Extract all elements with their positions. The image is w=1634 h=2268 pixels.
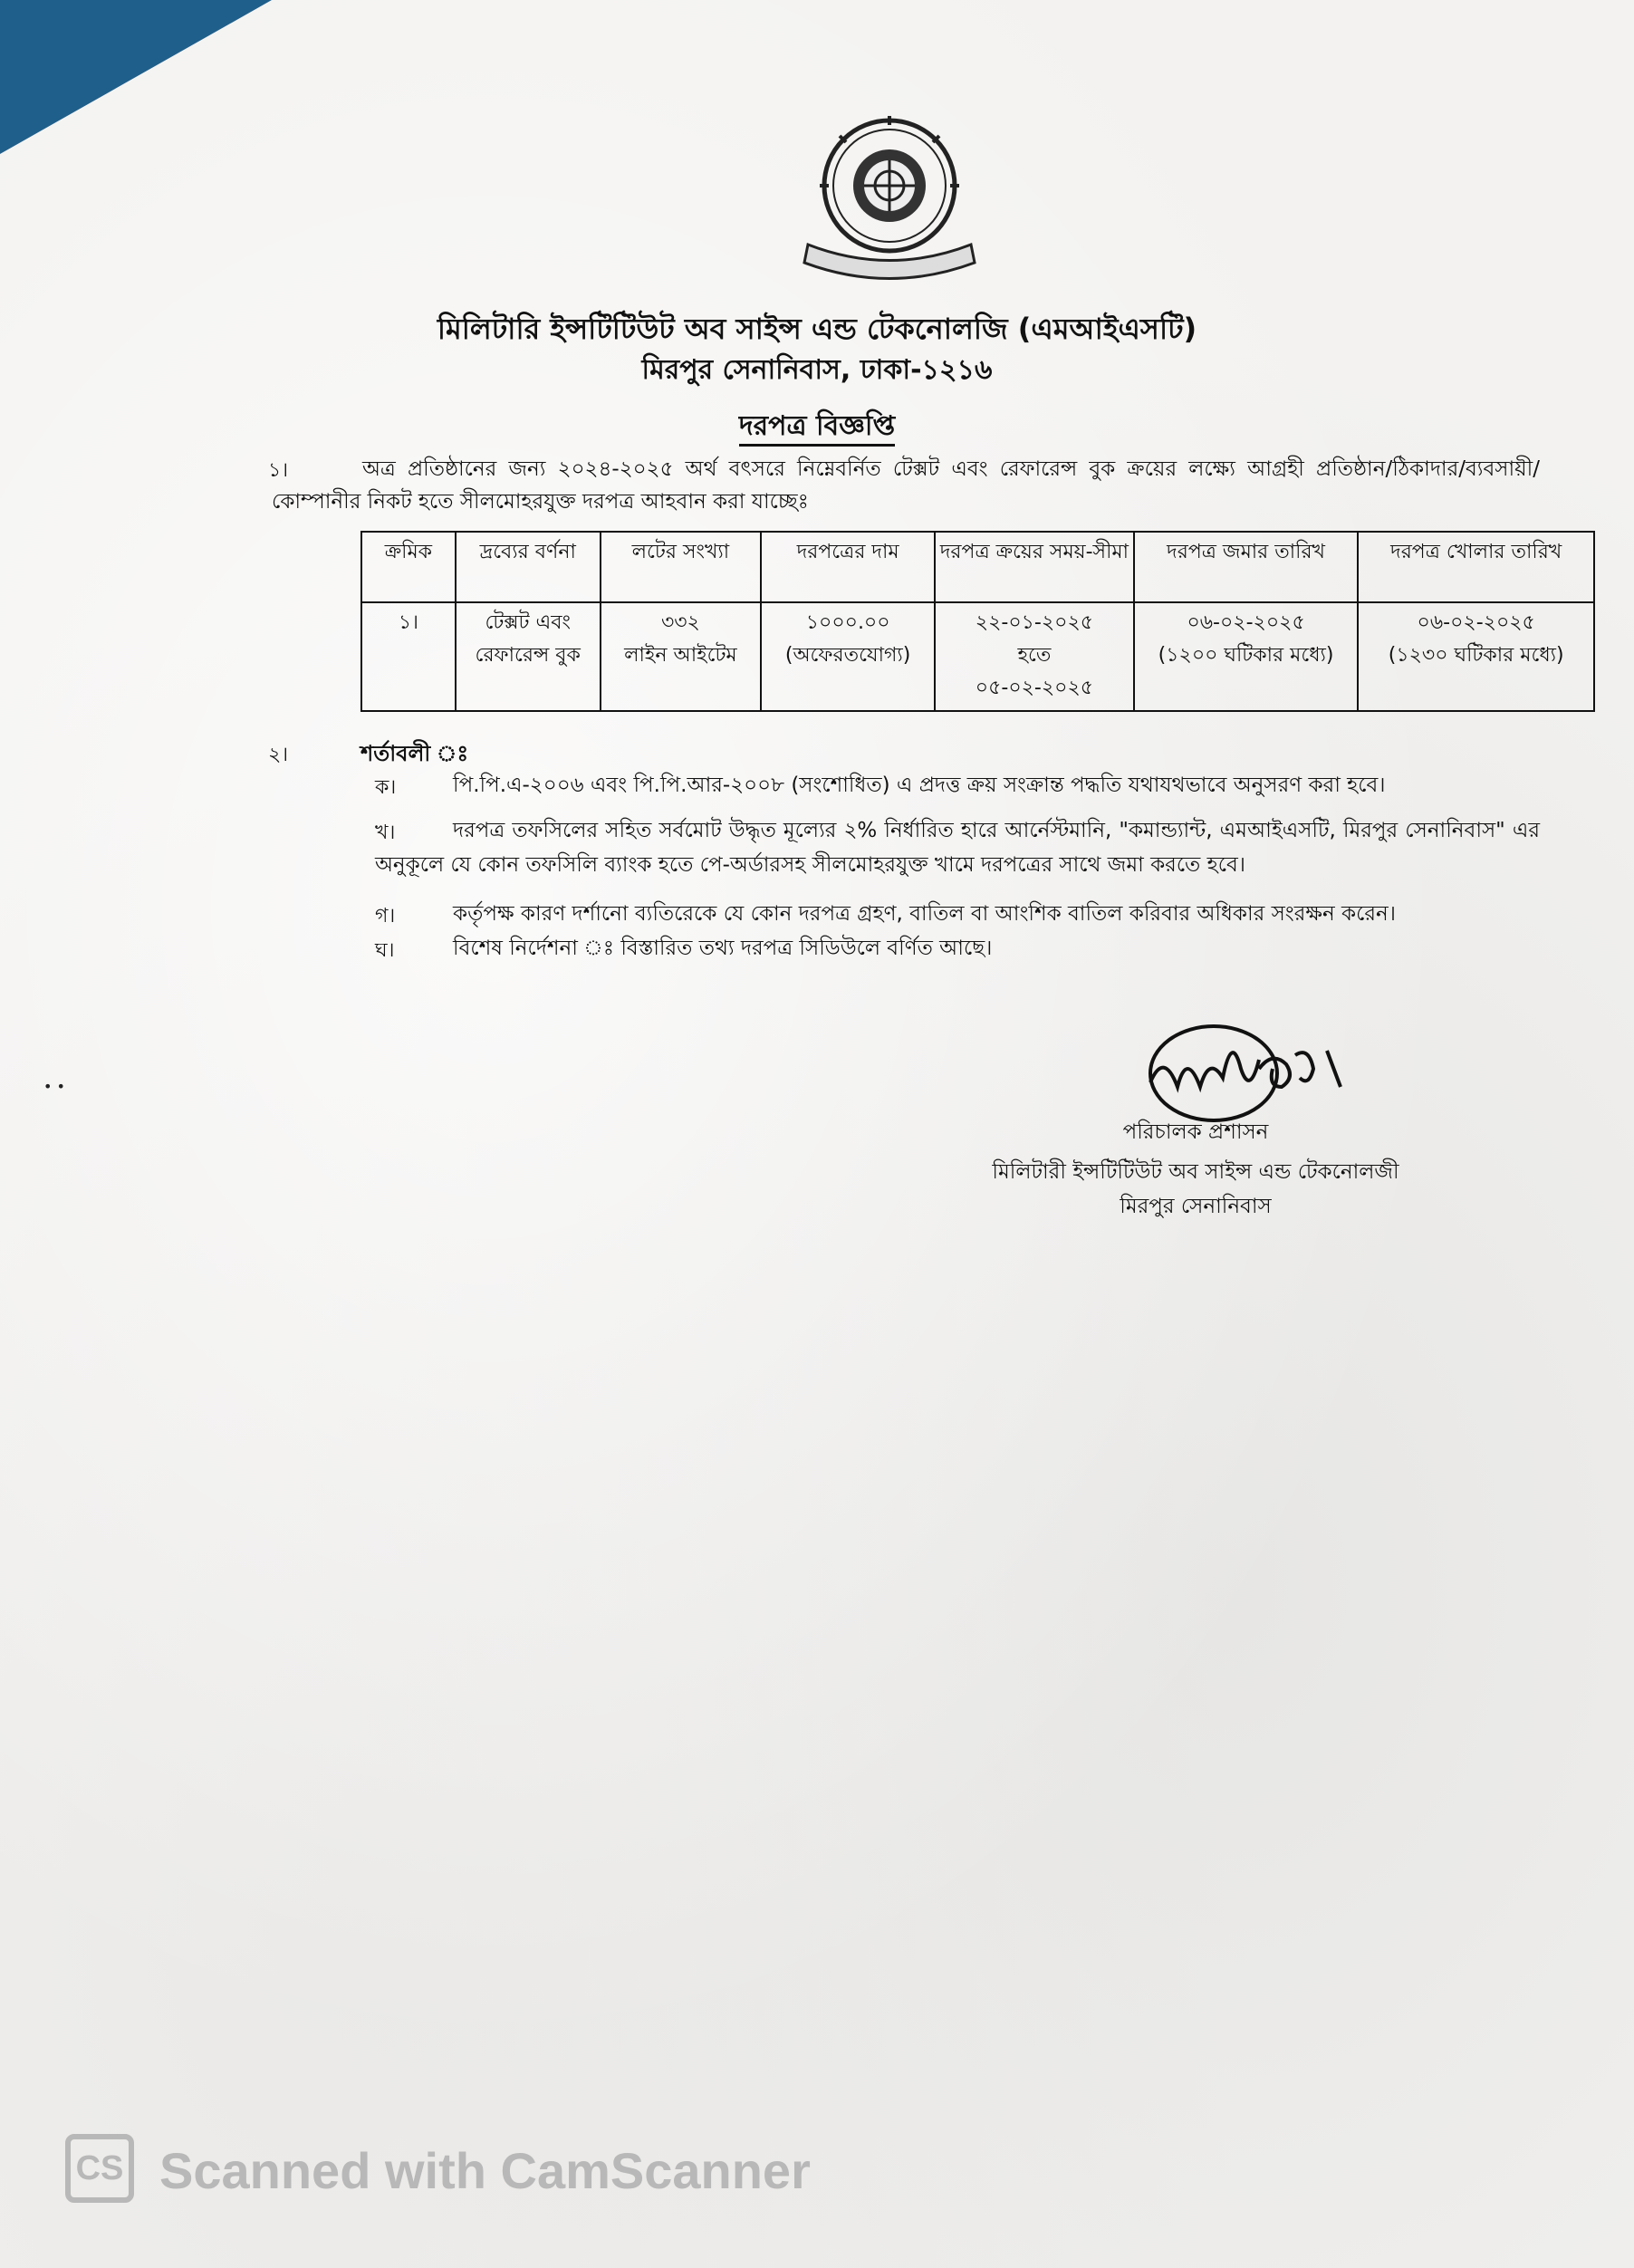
institute-seal-logo — [781, 109, 998, 290]
signatory-institute: মিলিটারী ইন্সটিটিউট অব সাইন্স এন্ড টেকনোলজী — [992, 1160, 1399, 1184]
terms-number: ২। — [268, 744, 289, 766]
table-header-row — [361, 532, 1594, 602]
term-label-ga: গ। — [375, 905, 396, 927]
cell-opening — [1358, 602, 1594, 711]
cell-price-line2: (অফেরতযোগ্য) — [784, 644, 911, 667]
notice-title — [0, 404, 1634, 450]
cell-period-line1: ২২-০১-২০২৫ — [975, 611, 1094, 634]
cell-desc-line2: রেফারেন্স বুক — [475, 644, 581, 667]
col-price: দরপত্রের দাম — [761, 532, 935, 602]
signatory-location: মিরপুর সেনানিবাস — [1120, 1195, 1272, 1218]
handwritten-signature — [1114, 1014, 1350, 1132]
cell-submission — [1134, 602, 1359, 711]
cell-lots-line2: লাইন আইটেম — [624, 644, 737, 667]
term-label-gha: ঘ। — [375, 939, 395, 962]
cell-open-line1: ০৬-০২-২০২৫ — [1417, 611, 1535, 634]
cell-period-line3: ০৫-০২-২০২৫ — [975, 677, 1094, 699]
terms-title: শর্তাবলী ঃ — [360, 741, 469, 766]
cell-desc-line1: টেক্সট এবং — [485, 611, 571, 634]
signatory-designation: পরিচালক প্রশাসন — [1122, 1120, 1269, 1144]
cell-lots — [601, 602, 762, 711]
stray-dots: • • — [43, 1078, 65, 1095]
notice-title-text: দরপত্র বিজ্ঞপ্তি — [739, 410, 895, 447]
cell-serial: ১। — [361, 602, 456, 711]
cell-submit-line2: (১২০০ ঘটিকার মধ্যে) — [1158, 644, 1334, 667]
term-kha-text: দরপত্র তফসিলের সহিত সর্বমোট উদ্ধৃত মূল্যের ২% নির্ধারিত হারে আর্নেস্টমানি, "কমান্ড্যান্ট, এমআইএসটি, মিরপুর সেনানিবাস" এর অনুকূলে যে কোন তফসিলি ব্যাংক হতে পে-অর্ডারসহ সীলমোহরযুক্ত খামে দরপত্রের সাথে জমা করতে হবে। — [375, 819, 1540, 877]
corner-tab — [0, 0, 272, 154]
cell-open-line2: (১২৩০ ঘটিকার মধ্যে) — [1388, 644, 1564, 667]
term-ga-text: কর্তৃপক্ষ কারণ দর্শানো ব্যতিরেকে যে কোন দরপত্র গ্রহণ, বাতিল বা আংশিক বাতিল করিবার অধিকার সংরক্ষন করেন। — [453, 902, 1396, 926]
table-row — [361, 602, 1594, 711]
camscanner-logo-icon: CS — [65, 2134, 134, 2203]
term-label-ka: ক। — [375, 776, 397, 799]
cell-price-line1: ১০০০.০০ — [805, 611, 890, 634]
col-opening-date: দরপত্র খোলার তারিখ — [1358, 532, 1594, 602]
col-serial: ক্রমিক — [361, 532, 456, 602]
institute-address: মিরপুর সেনানিবাস, ঢাকা-১২১৬ — [641, 354, 993, 386]
term-label-kha: খ। — [375, 822, 396, 844]
col-submission-date: দরপত্র জমার তারিখ — [1134, 532, 1359, 602]
cell-description — [456, 602, 601, 711]
col-lots: লটের সংখ্যা — [601, 532, 762, 602]
para1-text: অত্র প্রতিষ্ঠানের জন্য ২০২৪-২০২৫ অর্থ বৎসরে নিম্নেবর্নিত টেক্সট এবং রেফারেন্স বুক ক্রয়ের লক্ষ্যে আগ্রহী প্রতিষ্ঠান/ঠিকাদার/ব্যবসায়ী/কোম্পানীর নিকট হতে সীলমোহরযুক্ত দরপত্র আহবান করা যাচ্ছেঃ — [272, 457, 1540, 514]
col-description: দ্রব্যের বর্ণনা — [456, 532, 601, 602]
cell-period — [935, 602, 1134, 711]
camscanner-watermark-text: Scanned with CamScanner — [159, 2142, 811, 2199]
para1-number: ১। — [268, 459, 289, 482]
term-gha-text: বিশেষ নির্দেশনা ঃ বিস্তারিত তথ্য দরপত্র সিডিউলে বর্ণিত আছে। — [453, 937, 993, 960]
cell-lots-line1: ৩৩২ — [660, 611, 700, 634]
cell-submit-line1: ০৬-০২-২০২৫ — [1187, 611, 1305, 634]
col-purchase-period: দরপত্র ক্রয়ের সময়-সীমা — [935, 532, 1134, 602]
term-ka-text: পি.পি.এ-২০০৬ এবং পি.পি.আর-২০০৮ (সংশোধিত) এ প্রদত্ত ক্রয় সংক্রান্ত পদ্ধতি যথাযথভাবে অনুসরণ করা হবে। — [453, 774, 1386, 797]
institute-name: মিলিটারি ইন্সটিটিউট অব সাইন্স এন্ড টেকনোলজি (এমআইএসটি) — [437, 312, 1197, 346]
cell-price — [761, 602, 935, 711]
cell-period-line2: হতে — [1017, 644, 1052, 667]
tender-table — [360, 531, 1595, 712]
